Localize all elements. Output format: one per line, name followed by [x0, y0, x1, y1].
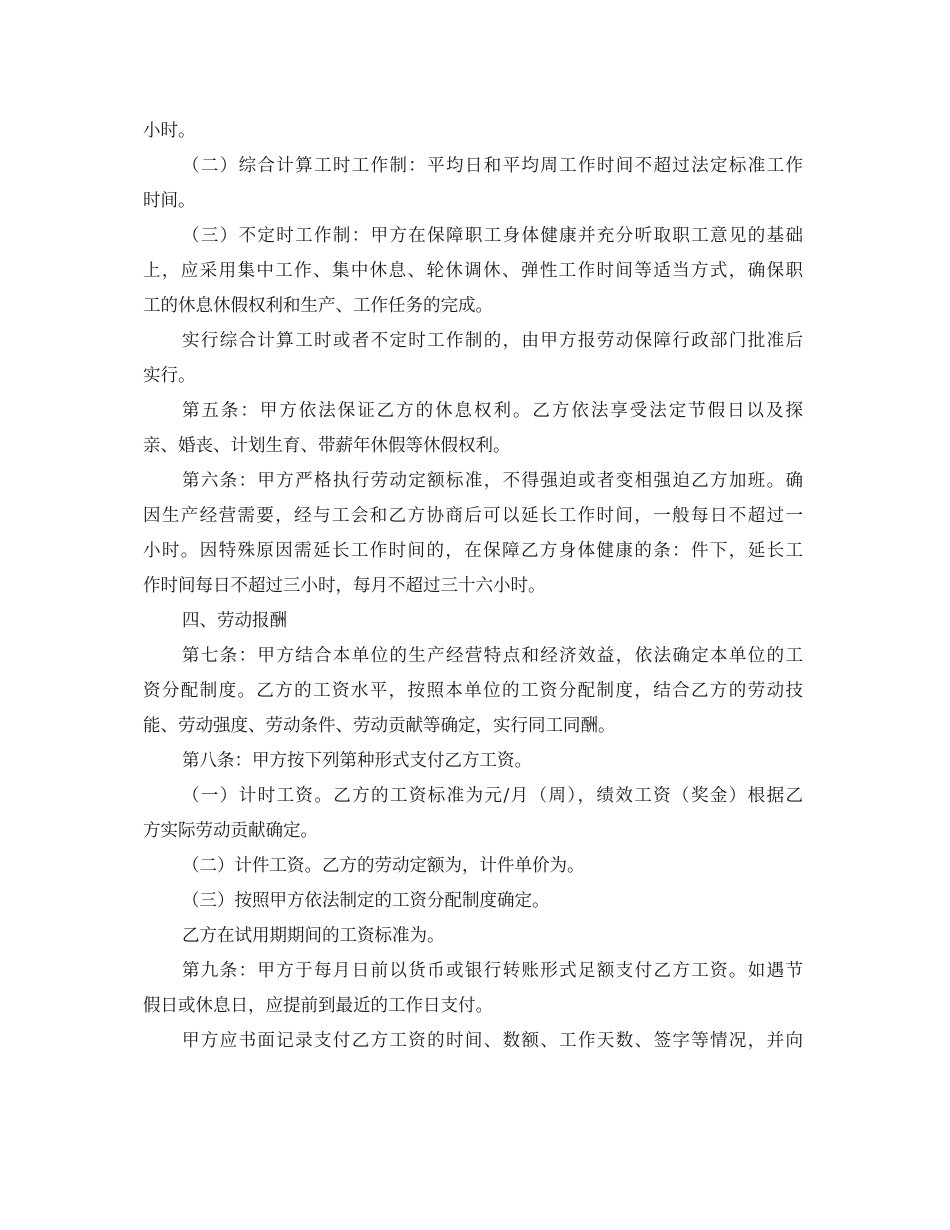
contract-body-text: [143, 114, 803, 1059]
text-line: 乙方在试用期期间的工资标准为。: [182, 926, 445, 946]
text-line: 工的休息休假权利和生产、工作任务的完成。: [143, 296, 493, 316]
text-line: 上，应采用集中工作、集中休息、轮休调休、弹性工作时间等适当方式，确保职: [143, 261, 803, 281]
text-line: 资分配制度。乙方的工资水平，按照本单位的工资分配制度，结合乙方的劳动技: [143, 681, 803, 701]
text-line: （三）不定时工作制：甲方在保障职工身体健康并充分听取职工意见的基础: [182, 226, 803, 246]
text-line: （三）按照甲方依法制定的工资分配制度确定。: [182, 891, 550, 911]
text-line: 实行综合计算工时或者不定时工作制的，由甲方报劳动保障行政部门批准后: [182, 331, 803, 351]
section-heading: 四、劳动报酬: [182, 611, 287, 631]
text-line: 甲方应书面记录支付乙方工资的时间、数额、工作天数、签字等情况，并向: [182, 1031, 803, 1051]
text-line: 第九条：甲方于每月日前以货币或银行转账形式足额支付乙方工资。如遇节: [182, 961, 803, 981]
text-line: 第八条：甲方按下列第种形式支付乙方工资。: [182, 751, 532, 771]
text-line: 小时。: [143, 121, 196, 141]
text-line: 方实际劳动贡献确定。: [143, 821, 318, 841]
text-line: 作时间每日不超过三小时，每月不超过三十六小时。: [143, 576, 546, 596]
text-line: 时间。: [143, 191, 196, 211]
text-line: 亲、婚丧、计划生育、带薪年休假等休假权利。: [143, 436, 511, 456]
text-line: （一）计时工资。乙方的工资标准为元/月（周），绩效工资（奖金）根据乙: [182, 786, 803, 806]
text-line: （二）综合计算工时工作制：平均日和平均周工作时间不超过法定标准工作: [182, 156, 803, 176]
text-line: 第七条：甲方结合本单位的生产经营特点和经济效益，依法确定本单位的工: [182, 646, 803, 666]
text-line: 能、劳动强度、劳动条件、劳动贡献等确定，实行同工同酬。: [143, 716, 616, 736]
text-line: 实行。: [143, 366, 196, 386]
text-line: 因生产经营需要，经与工会和乙方协商后可以延长工作时间，一般每日不超过一: [143, 506, 803, 526]
text-line: 假日或休息日，应提前到最近的工作日支付。: [143, 996, 493, 1016]
text-line: 第五条：甲方依法保证乙方的休息权利。乙方依法享受法定节假日以及探: [182, 401, 803, 421]
text-line: 小时。因特殊原因需延长工作时间的，在保障乙方身体健康的条：件下，延长工: [143, 541, 803, 561]
text-line: 第六条：甲方严格执行劳动定额标准，不得强迫或者变相强迫乙方加班。确: [182, 471, 803, 491]
text-line: （二）计件工资。乙方的劳动定额为，计件单价为。: [182, 856, 585, 876]
